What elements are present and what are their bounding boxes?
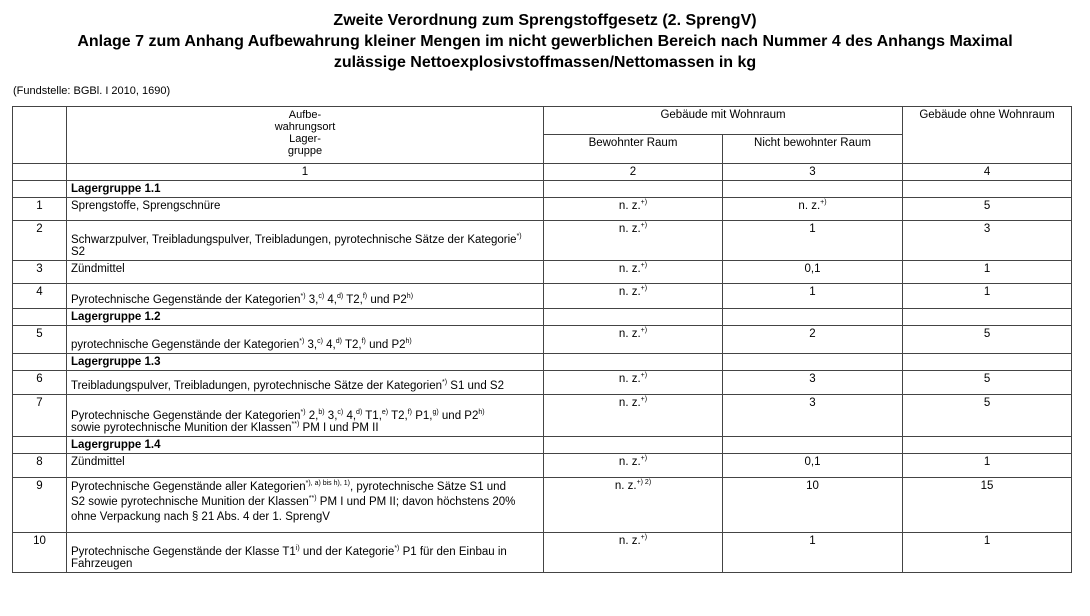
header-col1-line4: gruppe (287, 145, 323, 157)
group-empty-cell (723, 437, 903, 454)
group-label: Lagergruppe 1.3 (67, 354, 544, 371)
desc-text: T1, (362, 410, 382, 422)
desc-text: 4, (324, 294, 338, 306)
row-number: 2 (13, 221, 67, 261)
value-text: n. z. (618, 286, 641, 298)
desc-text: T2, (388, 410, 408, 422)
header-number-3: 3 (723, 164, 903, 181)
footnote-marker: h) (405, 338, 412, 346)
row-inhabited-value (544, 533, 723, 573)
footnote-marker: **) (308, 495, 317, 503)
group-empty-cell (544, 354, 723, 371)
footnote-marker: +) (820, 199, 827, 207)
footnote-marker: f) (407, 409, 413, 417)
footnote-marker: i) (295, 545, 300, 553)
row-no-living-value: 15 (903, 478, 1072, 533)
desc-text: sowie pyrotechnische Munition der Klassen (71, 422, 292, 434)
value-text: n. z. (618, 200, 641, 212)
group-empty-cell (544, 309, 723, 326)
footnote-marker: +) (640, 285, 648, 293)
footnote-marker: **) (291, 421, 300, 429)
group-empty-cell (903, 181, 1072, 198)
group-empty-cell (903, 437, 1072, 454)
footnote-marker: *), a) bis h), 1) (305, 480, 350, 488)
row-no-living-value: 5 (903, 326, 1072, 354)
row-description (67, 395, 544, 437)
desc-text: und P2 (367, 294, 407, 306)
table-row (13, 261, 1072, 284)
footnote-marker: c) (337, 409, 344, 417)
footnote-marker: +) (640, 327, 648, 335)
header-empty-cell (13, 107, 67, 164)
row-description (67, 371, 544, 395)
row-number: 1 (13, 198, 67, 221)
row-no-living-value: 1 (903, 284, 1072, 309)
row-number: 4 (13, 284, 67, 309)
group-row (13, 437, 1072, 454)
footnote-marker: +) 2) (636, 479, 652, 487)
value-text: n. z. (618, 263, 641, 275)
document-title (0, 10, 1090, 73)
row-not-inhabited-value: 1 (723, 533, 903, 573)
footnote-marker: *) (300, 293, 306, 301)
value-text: n. z. (798, 200, 821, 212)
footnote-marker: *) (516, 233, 522, 241)
group-empty-cell (723, 309, 903, 326)
desc-text: 2, (305, 410, 319, 422)
row-description: Sprengstoffe, Sprengschnüre (67, 198, 544, 221)
desc-text: T2, (341, 339, 362, 351)
footnote-marker: +) (640, 199, 648, 207)
row-not-inhabited-value: 3 (723, 395, 903, 437)
header-col1-line3: Lager- (289, 133, 321, 145)
footnote-marker: +) (640, 372, 648, 380)
desc-text: P1 für den Einbau in (399, 546, 507, 558)
source-reference: (Fundstelle: BGBl. I 2010, 1690) (13, 85, 171, 97)
header-not-inhabited-room: Nicht bewohnter Raum (723, 135, 903, 164)
row-inhabited-value (544, 454, 723, 478)
row-inhabited-value (544, 395, 723, 437)
value-text: n. z. (618, 535, 641, 547)
group-row (13, 181, 1072, 198)
group-empty-cell (13, 309, 67, 326)
row-number: 6 (13, 371, 67, 395)
table-row (13, 454, 1072, 478)
footnote-marker: +) (640, 262, 648, 270)
row-no-living-value: 5 (903, 371, 1072, 395)
header-col1-line2: wahrungsort (274, 121, 336, 133)
row-no-living-value: 5 (903, 395, 1072, 437)
row-description (67, 284, 544, 309)
storage-table (12, 106, 1072, 573)
row-number: 9 (13, 478, 67, 533)
desc-text: pyrotechnische Gegenstände der Kategorien (71, 339, 300, 351)
group-empty-cell (903, 354, 1072, 371)
footnote-marker: *) (394, 545, 400, 553)
row-no-living-value: 5 (903, 198, 1072, 221)
row-number: 10 (13, 533, 67, 573)
desc-text: Treibladungspulver, Treibladungen, pyrotechnische Sätze der Kategorien (71, 380, 443, 392)
group-empty-cell (544, 181, 723, 198)
row-description (67, 326, 544, 354)
desc-text: , pyrotechnische Sätze S1 und (349, 481, 506, 493)
footnote-marker: *) (300, 409, 306, 417)
value-text: n. z. (618, 328, 641, 340)
table-row (13, 284, 1072, 309)
desc-text: ohne Verpackung nach § 21 Abs. 4 der 1. SprengV (71, 511, 330, 523)
row-description: Zündmittel (67, 454, 544, 478)
value-text: n. z. (618, 223, 641, 235)
footnote-marker: c) (317, 338, 323, 346)
footnote-marker: +) (640, 534, 648, 542)
desc-text: 3, (304, 339, 318, 351)
footnote-marker: h) (478, 409, 485, 417)
header-without-living-space: Gebäude ohne Wohnraum (903, 107, 1072, 164)
desc-text: Pyrotechnische Gegenstände aller Kategorien (71, 481, 306, 493)
header-row-1 (13, 107, 1072, 135)
group-label: Lagergruppe 1.2 (67, 309, 544, 326)
footnote-marker: *) (442, 379, 448, 387)
footnote-marker: b) (318, 409, 325, 417)
desc-text: und P2 (365, 339, 406, 351)
group-row (13, 309, 1072, 326)
row-inhabited-value (544, 284, 723, 309)
row-inhabited-value (544, 198, 723, 221)
title-line-1: Zweite Verordnung zum Sprengstoffgesetz (2. SprengV) (333, 12, 757, 29)
desc-text: Schwarzpulver, Treibladungspulver, Treibladungen, pyrotechnische Sätze der Kategorie (71, 234, 517, 246)
group-empty-cell (13, 181, 67, 198)
footnote-marker: e) (381, 409, 389, 417)
row-not-inhabited-value: 2 (723, 326, 903, 354)
desc-text: S1 und S2 (447, 380, 504, 392)
row-number: 3 (13, 261, 67, 284)
desc-text: PM I und PM II (299, 422, 379, 434)
row-no-living-value: 1 (903, 261, 1072, 284)
value-text: n. z. (618, 373, 641, 385)
desc-text: Pyrotechnische Gegenstände der Klasse T1 (71, 546, 296, 558)
row-description: Zündmittel (67, 261, 544, 284)
table-row (13, 395, 1072, 437)
footnote-marker: h) (406, 293, 414, 301)
desc-text: und der Kategorie (299, 546, 395, 558)
desc-text: 4, (322, 339, 336, 351)
footnote-marker: +) (640, 396, 648, 404)
header-number-1: 1 (67, 164, 544, 181)
footnote-marker: +) (640, 222, 648, 230)
desc-text: PM I und PM II; davon höchstens 20% (316, 496, 516, 508)
row-number: 5 (13, 326, 67, 354)
value-text: n. z. (614, 480, 637, 492)
row-not-inhabited-value: 10 (723, 478, 903, 533)
row-number: 7 (13, 395, 67, 437)
row-not-inhabited-value: 1 (723, 284, 903, 309)
header-with-living-space: Gebäude mit Wohnraum (544, 107, 903, 135)
desc-text: 3, (305, 294, 319, 306)
row-inhabited-value (544, 478, 723, 533)
header-col1-line1: Aufbe- (288, 109, 322, 121)
group-label: Lagergruppe 1.1 (67, 181, 544, 198)
row-not-inhabited-value: 3 (723, 371, 903, 395)
row-no-living-value: 3 (903, 221, 1072, 261)
row-not-inhabited-value: 1 (723, 221, 903, 261)
desc-text: 3, (324, 410, 338, 422)
row-inhabited-value (544, 221, 723, 261)
group-empty-cell (723, 181, 903, 198)
desc-text: Pyrotechnische Gegenstände der Kategorien (71, 410, 301, 422)
header-number-row (13, 164, 1072, 181)
row-description (67, 533, 544, 573)
group-row (13, 354, 1072, 371)
group-label: Lagergruppe 1.4 (67, 437, 544, 454)
header-number-4: 4 (903, 164, 1072, 181)
header-number-2: 2 (544, 164, 723, 181)
desc-text: und P2 (438, 410, 479, 422)
table-row (13, 478, 1072, 533)
desc-text: S2 sowie pyrotechnische Munition der Klassen (71, 496, 309, 508)
footnote-marker: f) (361, 338, 366, 346)
table-row (13, 533, 1072, 573)
table-row (13, 221, 1072, 261)
desc-text: P1, (412, 410, 433, 422)
desc-text: S2 (71, 246, 86, 258)
footnote-marker: +) (640, 455, 648, 463)
title-line-3: zulässige Nettoexplosivstoffmassen/Nettomassen in kg (333, 54, 757, 71)
row-number: 8 (13, 454, 67, 478)
row-not-inhabited-value: 0,1 (723, 261, 903, 284)
value-text: n. z. (618, 397, 641, 409)
desc-text: 4, (343, 410, 357, 422)
header-inhabited-room: Bewohnter Raum (544, 135, 723, 164)
footnote-marker: d) (335, 338, 342, 346)
table-row (13, 371, 1072, 395)
row-inhabited-value (544, 261, 723, 284)
row-not-inhabited-value (723, 198, 903, 221)
row-description (67, 221, 544, 261)
row-description (67, 478, 544, 533)
footnote-marker: d) (337, 293, 344, 301)
footnote-marker: f) (362, 293, 368, 301)
footnote-marker: d) (356, 409, 363, 417)
footnote-marker: c) (318, 293, 325, 301)
row-no-living-value: 1 (903, 454, 1072, 478)
row-inhabited-value (544, 371, 723, 395)
desc-text: Fahrzeugen (71, 558, 133, 570)
header-number-0 (13, 164, 67, 181)
title-line-2: Anlage 7 zum Anhang Aufbewahrung kleiner Mengen im nicht gewerblichen Bereich nach Nummer 4 des Anhangs Maximal (77, 33, 1013, 50)
row-not-inhabited-value: 0,1 (723, 454, 903, 478)
row-no-living-value: 1 (903, 533, 1072, 573)
row-inhabited-value (544, 326, 723, 354)
group-empty-cell (544, 437, 723, 454)
footnote-marker: g) (432, 409, 439, 417)
group-empty-cell (903, 309, 1072, 326)
table-row (13, 326, 1072, 354)
desc-text: Pyrotechnische Gegenstände der Kategorien (71, 294, 301, 306)
value-text: n. z. (618, 456, 641, 468)
header-storage-location (67, 107, 544, 164)
desc-text: T2, (343, 294, 363, 306)
group-empty-cell (723, 354, 903, 371)
table-row (13, 198, 1072, 221)
group-empty-cell (13, 437, 67, 454)
footnote-marker: *) (299, 338, 305, 346)
group-empty-cell (13, 354, 67, 371)
